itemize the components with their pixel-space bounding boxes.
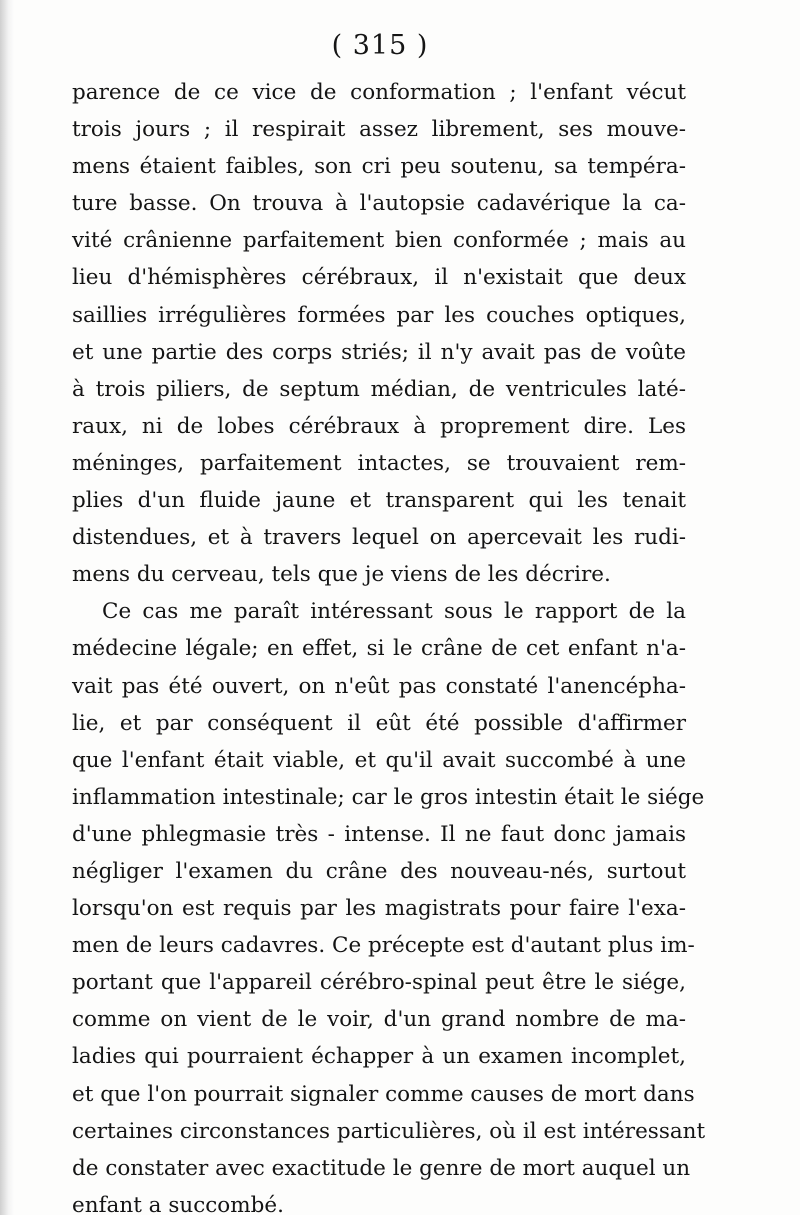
- body-text: [72, 74, 706, 1215]
- text-line: raux, ni de lobes cérébraux à proprement dire. Les: [72, 413, 686, 439]
- text-line: ladies qui pourraient échapper à un examen incomplet,: [72, 1044, 686, 1070]
- text-line: négliger l'examen du crâne des nouveau-nés, surtout: [72, 858, 686, 884]
- text-line: et que l'on pourrait signaler comme causes de mort dans: [72, 1081, 695, 1107]
- paragraph: [72, 74, 686, 593]
- text-line: certaines circonstances particulières, où il est intéressant: [72, 1118, 706, 1144]
- text-line: à trois piliers, de septum médian, de ventricules laté-: [72, 376, 686, 402]
- text-line: lorsqu'on est requis par les magistrats pour faire l'exa-: [72, 896, 686, 922]
- text-line: lieu d'hémisphères cérébraux, il n'existait que deux: [72, 265, 686, 291]
- text-line: parence de ce vice de conformation ; l'enfant vécut: [72, 80, 686, 105]
- text-line: que l'enfant était viable, et qu'il avait succombé à une: [72, 747, 686, 773]
- text-line: trois jours ; il respirait assez librement, ses mouve-: [72, 117, 686, 143]
- text-line: d'une phlegmasie très - intense. Il ne faut donc jamais: [72, 821, 686, 847]
- text-line: mens étaient faibles, son cri peu soutenu, sa tempéra-: [72, 154, 686, 180]
- text-line: vait pas été ouvert, on n'eût pas constaté l'anencépha-: [72, 673, 686, 699]
- text-line: distendues, et à travers lequel on apercevait les rudi-: [72, 525, 686, 551]
- paragraph: [72, 593, 706, 1215]
- text-line: et une partie des corps striés; il n'y avait pas de voûte: [72, 339, 686, 365]
- text-line: plies d'un fluide jaune et transparent qui les tenait: [72, 488, 686, 514]
- text-line: méninges, parfaitement intactes, se trouvaient rem-: [72, 450, 686, 476]
- text-line: inflammation intestinale; car le gros intestin était le siége: [72, 784, 705, 810]
- text-line: men de leurs cadavres. Ce précepte est d'autant plus im-: [72, 933, 695, 959]
- page-gutter-shadow: [0, 0, 14, 1215]
- page-number: ( 315 ): [331, 30, 429, 61]
- text-line: enfant a succombé.: [72, 1192, 284, 1215]
- text-line: de constater avec exactitude le genre de mort auquel un: [72, 1155, 691, 1181]
- text-line: comme on vient de le voir, d'un grand nombre de ma-: [72, 1007, 686, 1033]
- text-line: médecine légale; en effet, si le crâne de cet enfant n'a-: [72, 636, 686, 662]
- text-line: portant que l'appareil cérébro-spinal peut être le siége,: [72, 970, 686, 996]
- text-line: saillies irrégulières formées par les couches optiques,: [72, 302, 686, 328]
- text-line: Ce cas me paraît intéressant sous le rapport de la: [102, 599, 686, 625]
- text-line: ture basse. On trouva à l'autopsie cadavérique la ca-: [72, 191, 686, 217]
- text-line: mens du cerveau, tels que je viens de les décrire.: [72, 562, 611, 588]
- text-line: vité crânienne parfaitement bien conformée ; mais au: [72, 228, 686, 254]
- text-line: lie, et par conséquent il eût été possible d'affirmer: [72, 710, 686, 736]
